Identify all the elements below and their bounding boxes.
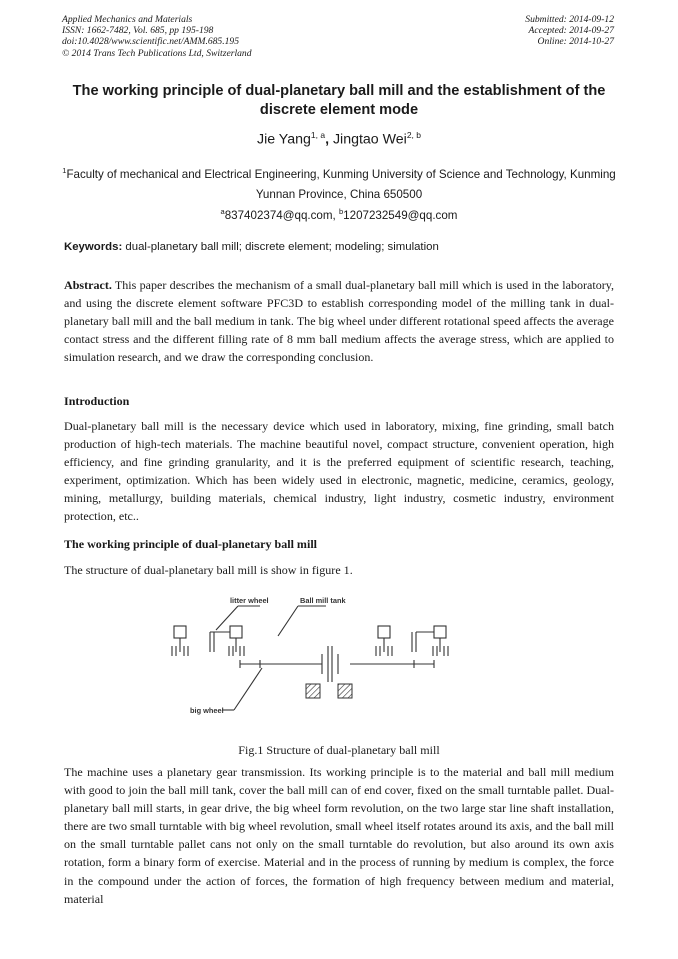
keywords-label: Keywords: xyxy=(64,241,123,253)
paper-title: The working principle of dual-planetary ball mill and the establishment of the discrete element mode xyxy=(72,83,606,118)
online-date: Online: 2014-10-27 xyxy=(537,36,614,48)
email-separator: , xyxy=(332,208,339,222)
abstract xyxy=(64,276,614,366)
small-wheel-left xyxy=(174,626,186,638)
author-emails xyxy=(60,204,618,224)
mill-schematic xyxy=(150,590,520,720)
accepted-date: Accepted: 2014-09-27 xyxy=(528,25,614,37)
small-wheel-right-2 xyxy=(434,626,446,638)
small-wheel-right xyxy=(378,626,390,638)
abstract-text: This paper describes the mechanism of a small dual-planetary ball mill which is used in the laboratory, and using the discrete element software PFC3D to establish corresponding model of the milling tank in dual-planetary ball mill and the ball medium in tank. The big wheel under different rotational speed affects the average contact stress and the different filling rate of 8 mm ball medium affects the average stress, which are applied to simulation research, and we draw the corresponding conclusion. xyxy=(64,278,615,365)
ball-mill-tank-right xyxy=(338,684,352,698)
author-name: Jingtao Wei xyxy=(332,131,407,148)
introduction-heading: Introduction xyxy=(64,394,130,408)
figure-caption: Fig.1 Structure of dual-planetary ball mill xyxy=(238,743,440,757)
litter-wheel-label: litter wheel xyxy=(230,596,269,605)
affiliation-text: Faculty of mechanical and Electrical Engineering, Kunming University of Science and Technology, Kunming Yunnan Province, China 650500 xyxy=(66,167,616,201)
email-link[interactable]: 1207232549@qq.com xyxy=(343,208,458,222)
ball-mill-tank-left xyxy=(306,684,320,698)
journal-copyright: © 2014 Trans Tech Publications Ltd, Switzerland xyxy=(62,47,252,59)
affiliation xyxy=(60,161,618,205)
journal-issn: ISSN: 1662-7482, Vol. 685, pp 195-198 xyxy=(62,25,214,37)
author-separator: , xyxy=(325,131,333,148)
submission-dates xyxy=(525,14,614,48)
ball-mill-tank-label: Ball mill tank xyxy=(300,596,346,605)
small-wheel-left-2 xyxy=(230,626,242,638)
author-superscript: 1, a xyxy=(310,130,326,140)
email-superscript: a xyxy=(220,207,225,216)
author-list xyxy=(60,126,618,149)
keywords-text: dual-planetary ball mill; discrete element; modeling; simulation xyxy=(125,241,439,253)
working-principle-heading: The working principle of dual-planetary ball mill xyxy=(64,537,318,551)
journal-info xyxy=(62,14,252,59)
introduction-paragraph: Dual-planetary ball mill is the necessary device which used in laboratory, mixing, fine grinding, small batch production of high-tech materials. The machine beautiful novel, compact structure, convenient operation, high efficiency, and fine grinding granularity, and it is the preferred equipment of scientific research, teaching, experiment, optimization. Which has been widely used in electronic, magnetic, medicine, ceramics, geology, mining, metallurgy, building materials, chemical industry, light industry, cosmetic industry, environment protection, etc.. xyxy=(64,419,614,524)
author-superscript: 2, b xyxy=(406,130,422,140)
submitted-date: Submitted: 2014-09-12 xyxy=(525,14,614,25)
keywords xyxy=(64,239,616,255)
affiliation-superscript: 1 xyxy=(62,166,67,175)
journal-doi: doi:10.4028/www.scientific.net/AMM.685.195 xyxy=(62,36,240,48)
journal-name: Applied Mechanics and Materials xyxy=(62,14,193,25)
author-name: Jie Yang xyxy=(256,131,311,148)
abstract-label: Abstract. xyxy=(64,278,112,292)
big-wheel-label: big wheel xyxy=(190,706,224,715)
email-link[interactable]: 837402374@qq.com xyxy=(224,208,333,222)
figure-1-diagram xyxy=(150,590,520,720)
structure-sentence: The structure of dual-planetary ball mill is show in figure 1. xyxy=(64,563,353,577)
working-principle-paragraph: The machine uses a planetary gear transmission. Its working principle is to the material and ball mill medium with good to join the ball mill tank, cover the ball mill can of end cover, fixed on the small turntable pallet. Dual-planetary ball mill starts, in gear drive, the big wheel form revolution, on the two large star line shaft installation, there are two small turntable with big wheel revolution, small wheel itself rotates around its axis, and the ball mill on the small turntable pallet cans not only on the small turntable do revolution, but also around its own axis rotation, form a binary form of exercise. Material and in the process of running by medium is complex, the force in the compound under the action of forces, the formation of high frequency between medium and material, material xyxy=(64,765,614,906)
email-superscript: b xyxy=(339,207,344,216)
